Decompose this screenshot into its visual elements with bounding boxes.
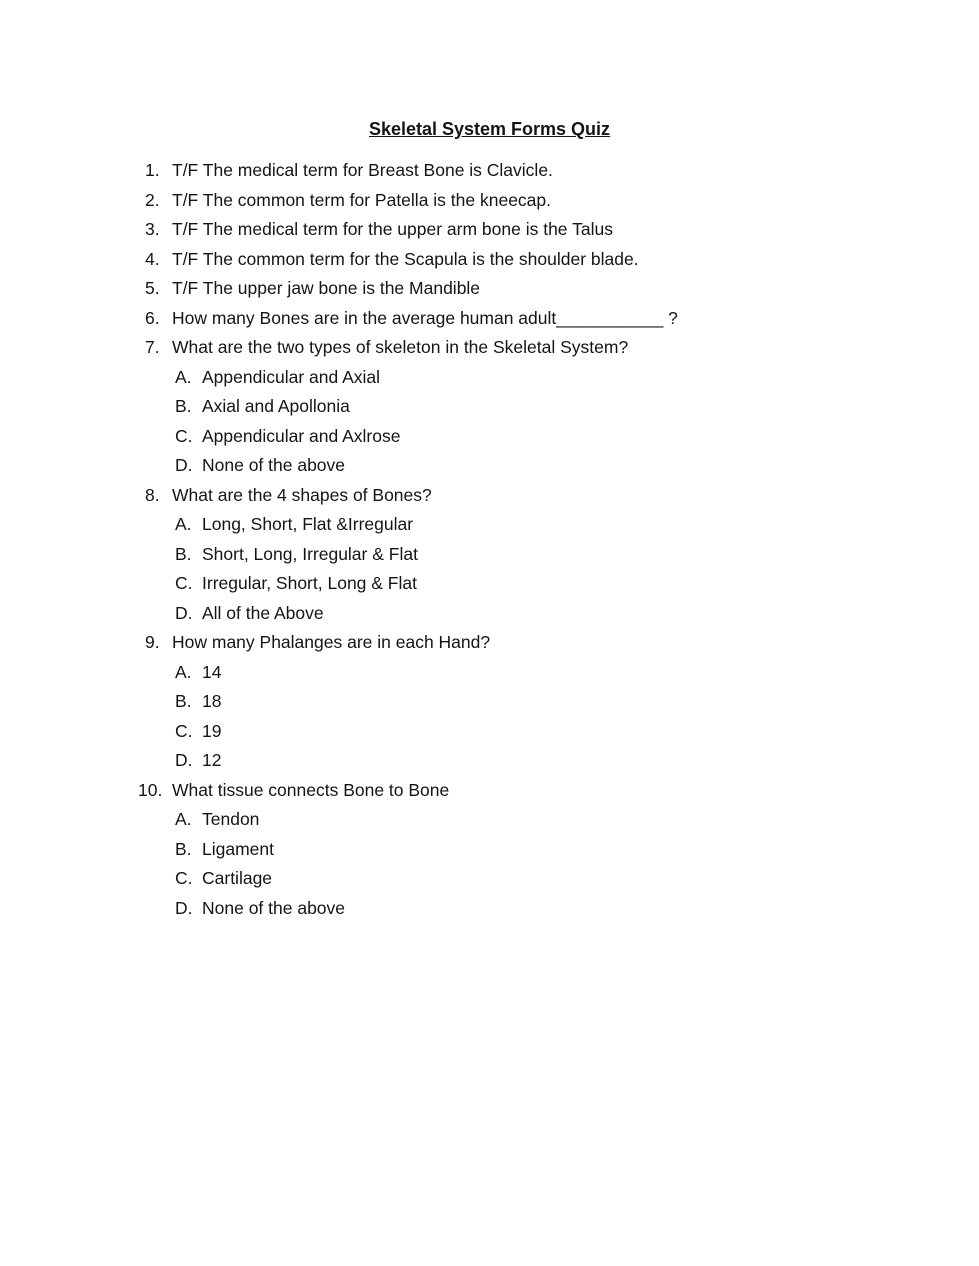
option-text: Cartilage [202,868,273,888]
option-text: 18 [202,691,222,711]
option-letter: B. [175,396,192,416]
answer-option [145,658,865,688]
answer-option [145,687,865,717]
answer-option [145,599,865,629]
question-text: T/F The common term for the Scapula is the shoulder blade. [172,248,639,269]
option-letter: A. [175,366,192,387]
answer-option [145,864,865,894]
answer-option [145,363,865,393]
option-text: All of the Above [202,602,324,623]
option-letter: C. [175,868,193,888]
answer-option [145,451,865,481]
answer-option [145,540,865,570]
question [145,245,865,275]
option-letter: D. [175,897,193,918]
answer-option [145,422,865,452]
option-text: Long, Short, Flat &Irregular [202,514,414,534]
answer-option [145,510,865,540]
option-text: Irregular, Short, Long & Flat [202,573,417,593]
question-list [138,156,865,923]
question-text: T/F The common term for Patella is the kneecap. [172,189,552,210]
answer-option [145,392,865,422]
option-text: 19 [202,720,222,741]
option-text: Appendicular and Axial [202,366,381,387]
option-text: Ligament [202,838,274,859]
question-text: T/F The upper jaw bone is the Mandible [172,278,481,298]
answer-option [145,746,865,776]
option-letter: C. [175,720,193,741]
question-number: 1. [145,160,160,180]
option-letter: A. [175,514,192,534]
question [145,628,865,658]
option-letter: C. [175,425,193,446]
option-letter: D. [175,750,193,770]
question-text: How many Bones are in the average human adult___________ ? [172,307,678,328]
answer-option [145,894,865,924]
question-text: How many Phalanges are in each Hand? [172,632,491,652]
question-number: 7. [145,337,160,357]
option-text: None of the above [202,455,346,475]
option-text: Tendon [202,809,260,829]
question [145,274,865,304]
page-title: Skeletal System Forms Quiz [368,119,611,139]
question-number: 3. [145,219,160,239]
question [145,215,865,245]
question [145,333,865,363]
question-number: 10. [138,779,163,800]
option-text: 14 [202,661,222,682]
question-number: 5. [145,278,160,298]
option-text: Appendicular and Axlrose [202,425,401,446]
question-number: 4. [145,248,160,269]
option-letter: A. [175,809,192,829]
option-letter: B. [175,838,192,859]
question-text: What are the two types of skeleton in the Skeletal System? [172,337,629,357]
question-number: 2. [145,189,160,210]
question [145,304,865,334]
question-text: T/F The medical term for Breast Bone is Clavicle. [172,160,553,180]
option-text: Axial and Apollonia [202,396,350,416]
question [138,776,865,806]
answer-option [145,805,865,835]
option-letter: C. [175,573,193,593]
question [145,186,865,216]
option-text: Short, Long, Irregular & Flat [202,543,418,564]
question-number: 8. [145,484,160,505]
option-letter: B. [175,543,192,564]
option-letter: D. [175,455,193,475]
question-text: What are the 4 shapes of Bones? [172,484,432,505]
option-text: None of the above [202,897,346,918]
option-letter: D. [175,602,193,623]
question [145,481,865,511]
option-letter: A. [175,661,192,682]
option-letter: B. [175,691,192,711]
question-text: What tissue connects Bone to Bone [172,779,450,800]
option-text: 12 [202,750,222,770]
question [145,156,865,186]
answer-option [145,717,865,747]
answer-option [145,835,865,865]
question-number: 9. [145,632,160,652]
question-number: 6. [145,307,160,328]
question-text: T/F The medical term for the upper arm bone is the Talus [172,219,613,239]
answer-option [145,569,865,599]
